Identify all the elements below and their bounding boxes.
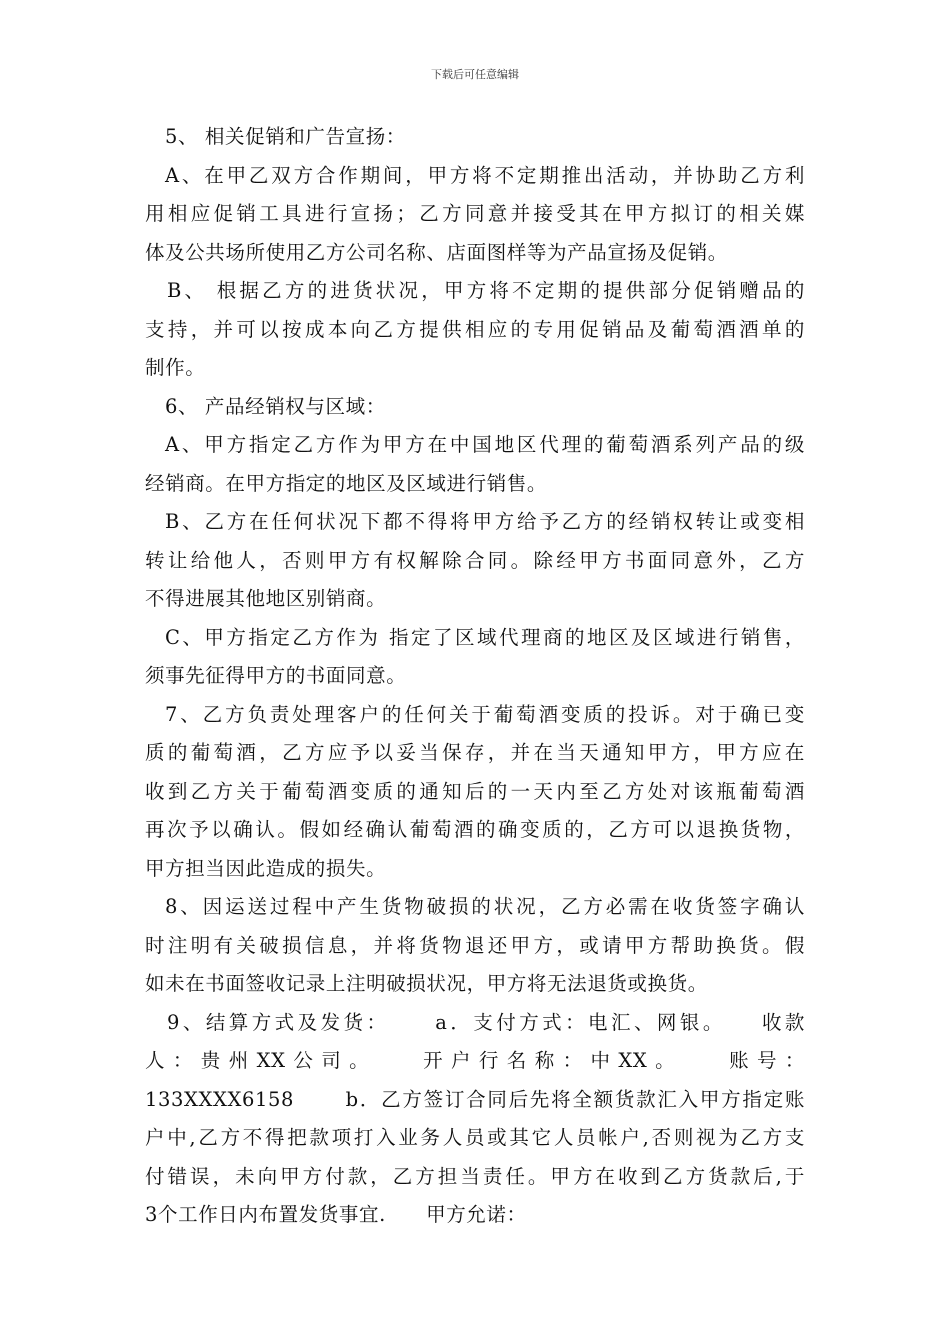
document-line: 时注明有关破损信息，并将货物退还甲方，或请甲方帮助换货。假 [145,933,805,957]
document-line: 不得进展其他地区别销商。 [145,587,387,610]
document-line: 6、 产品经销权与区域： [165,394,386,418]
document-line: 5、 相关促销和广告宣扬： [165,125,406,148]
document-line: 户中,乙方不得把款项打入业务人员或其它人员帐户,否则视为乙方支 [145,1126,805,1149]
document-line: 须事先征得甲方的书面同意。 [145,664,407,687]
document-line: B、 根据乙方的进货状况，甲方将不定期的提供部分促销赠品的 [167,279,805,302]
document-line: 再次予以确认。假如经确认葡萄酒的确变质的，乙方可以退换货物， [145,818,805,841]
document-line: 体及公共场所使用乙方公司名称、店面图样等为产品宣扬及促销。 [145,240,728,264]
document-line: A、在甲乙双方合作期间，甲方将不定期推出活动，并协助乙方利 [165,163,805,187]
document-line: 制作。 [145,356,206,379]
document-line: 付错误，未向甲方付款，乙方担当责任。甲方在收到乙方货款后,于 [145,1164,805,1188]
document-line: C、甲方指定乙方作为 指定了区域代理商的地区及区域进行销售， [165,625,805,649]
document-line: 133XXXX6158 b．乙方签订合同后先将全额货款汇入甲方指定账 [145,1087,805,1111]
document-line: 3个工作日内布置发货事宜. 甲方允诺： [145,1203,527,1226]
document-body [145,118,805,1235]
page-header-note: 下载后可任意编辑 [431,68,519,81]
document-line: 支持，并可以按成本向乙方提供相应的专用促销品及葡萄酒酒单的 [145,317,805,341]
document-line: 转让给他人，否则甲方有权解除合同。除经甲方书面同意外，乙方 [145,548,805,572]
document-line: 收到乙方关于葡萄酒变质的通知后的一天内至乙方处对该瓶葡萄酒 [145,779,805,803]
document-line: 人：贵州XX公司。 开户行名称：中XX。 账号： [145,1049,805,1072]
document-line: 7、乙方负责处理客户的任何关于葡萄酒变质的投诉。对于确已变 [165,702,805,726]
document-line: 用相应促销工具进行宣扬；乙方同意并接受其在甲方拟订的相关媒 [145,202,805,225]
document-line: 8、因运送过程中产生货物破损的状况，乙方必需在收货签字确认 [165,895,805,918]
document-line: A、甲方指定乙方作为甲方在中国地区代理的葡萄酒系列产品的级 [165,433,805,456]
document-line: 如未在书面签收记录上注明破损状况，甲方将无法退货或换货。 [145,972,708,995]
document-line: 质的葡萄酒，乙方应予以妥当保存，并在当天通知甲方，甲方应在 [145,741,805,764]
document-line: 甲方担当因此造成的损失。 [145,856,387,880]
document-line: 9、结算方式及发货： a．支付方式：电汇、网银。 收款 [167,1010,805,1034]
document-line: 经销商。在甲方指定的地区及区域进行销售。 [145,471,548,495]
document-line: B、乙方在任何状况下都不得将甲方给予乙方的经销权转让或变相 [165,510,805,533]
